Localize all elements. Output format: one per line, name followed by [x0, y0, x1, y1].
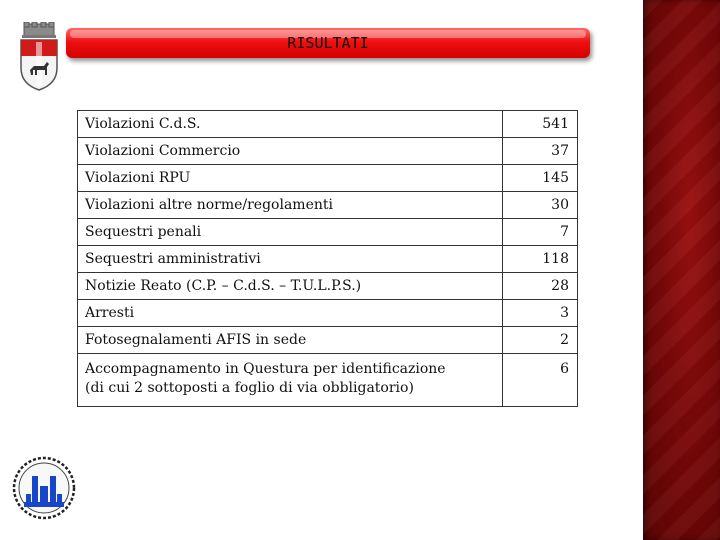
row-label: Violazioni C.d.S.	[78, 111, 503, 138]
row-value: 6	[503, 354, 578, 407]
table-row	[78, 165, 578, 192]
table-row	[78, 111, 578, 138]
table-row	[78, 192, 578, 219]
row-value: 118	[503, 246, 578, 273]
row-label: Sequestri amministrativi	[78, 246, 503, 273]
row-label: Violazioni altre norme/regolamenti	[78, 192, 503, 219]
row-label: Fotosegnalamenti AFIS in sede	[78, 327, 503, 354]
row-value: 28	[503, 273, 578, 300]
row-label: Violazioni RPU	[78, 165, 503, 192]
table-row	[78, 138, 578, 165]
table-row	[78, 327, 578, 354]
row-label: Violazioni Commercio	[78, 138, 503, 165]
row-label-line1: Accompagnamento in Questura per identificazione	[85, 361, 446, 377]
title-bar	[66, 28, 590, 58]
row-value: 7	[503, 219, 578, 246]
table-row	[78, 300, 578, 327]
table-row	[78, 219, 578, 246]
row-label: Arresti	[78, 300, 503, 327]
row-label	[78, 354, 503, 407]
municipal-crest-icon	[18, 22, 60, 92]
row-value: 2	[503, 327, 578, 354]
row-value: 37	[503, 138, 578, 165]
page-title: RISULTATI	[287, 34, 369, 52]
row-label: Sequestri penali	[78, 219, 503, 246]
row-label: Notizie Reato (C.P. – C.d.S. – T.U.L.P.S.)	[78, 273, 503, 300]
row-label-line2: (di cui 2 sottoposti a foglio di via obbligatorio)	[85, 380, 414, 396]
table-row	[78, 246, 578, 273]
row-value: 3	[503, 300, 578, 327]
table-row	[78, 354, 578, 407]
results-table	[77, 110, 578, 407]
row-value: 145	[503, 165, 578, 192]
row-value: 541	[503, 111, 578, 138]
police-emblem-icon	[12, 456, 76, 520]
decorative-side-bar	[643, 0, 720, 540]
table-row	[78, 273, 578, 300]
row-value: 30	[503, 192, 578, 219]
